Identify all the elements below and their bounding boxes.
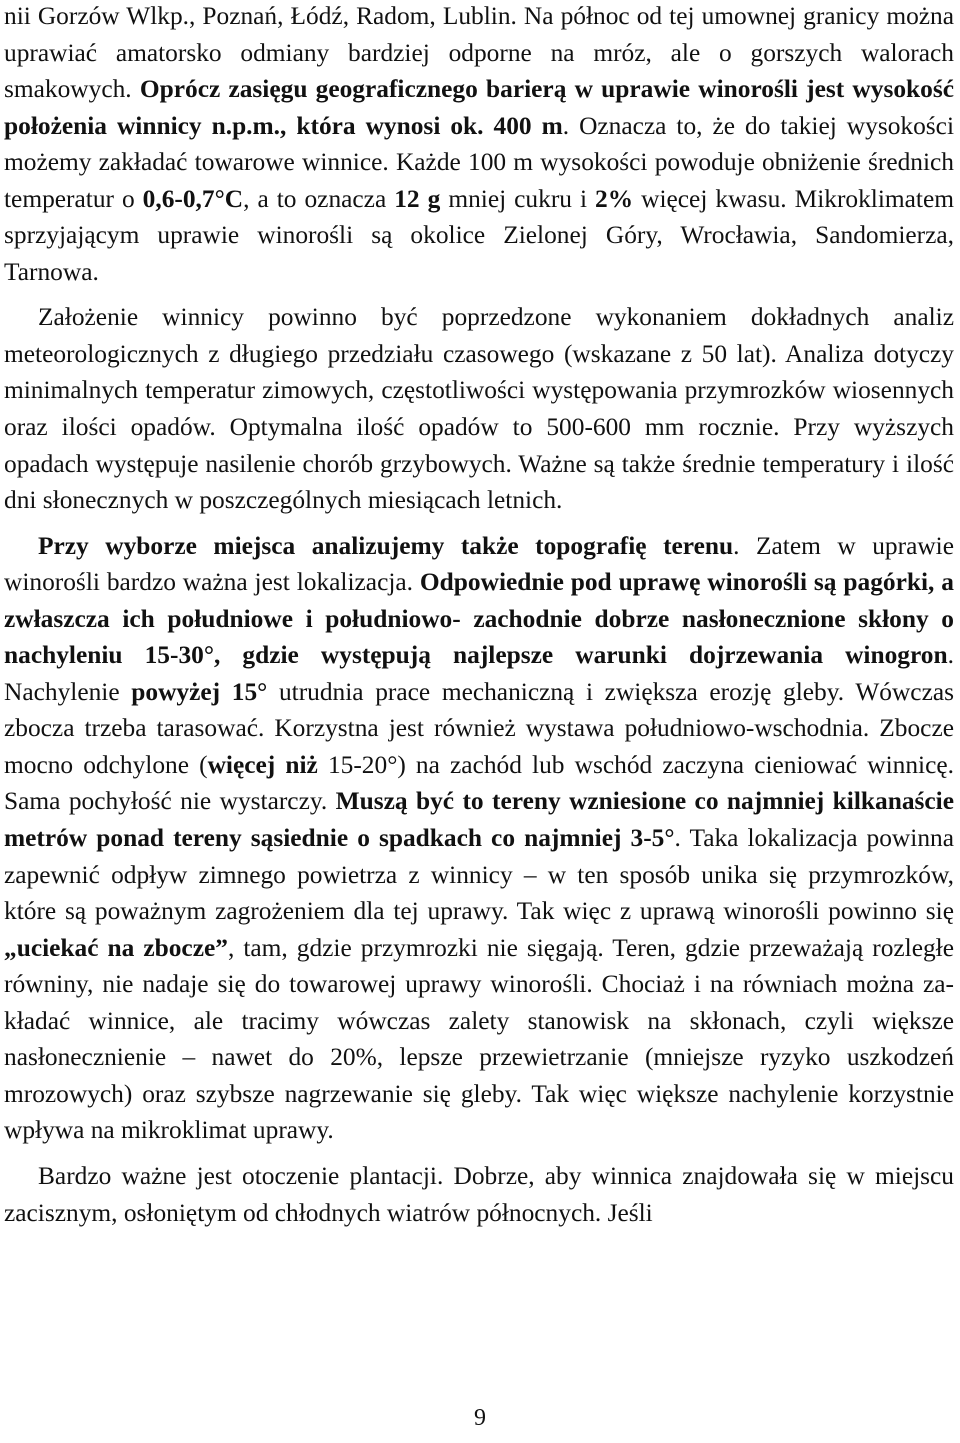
text-run: , tam, gdzie przymrozki nie sięgają. Teren, gdzie przeważają rozległe równiny, nie nadaje się do towarowej uprawy winorośli. Chociaż i na równiach można zakładać winnice, ale tracimy wówczas zalety stanowisk na skłonach, czyli większe nasłonecznienie – nawet do 20%, lepsze przewietrzanie (mniejsze ryzyko uszkodzeń mrozowych) oraz szybsze nagrzewanie się gleby. Tak więc większe nachylenie korzystnie wpływa na mikroklimat uprawy. — [4, 933, 954, 1145]
text-run: Oprócz zasięgu geograficznego barierą w uprawie winorośli jest wysokość położenia winnicy n.p.m., która wynosi ok. 400 m — [4, 75, 954, 140]
text-run: nii Gorzów Wlkp., Poznań, Łódź, Radom, Lublin. Na północ od tej umownej granicy można uprawiać amatorsko odmiany bardziej odporne na mróz, ale o gorszych walorach smakowych. — [4, 2, 954, 104]
text-run: „uciekać na zbocze” — [4, 933, 228, 962]
page-number: 9 — [474, 1405, 486, 1431]
text-run: . Taka lokalizacja powinna zapewnić odpływ zimnego powietrza z winnicy – w ten sposób unika się przymrozków, które są poważnym zagrożeniem dla tej uprawy. Tak więc z uprawą winorośli powinno się — [4, 824, 954, 926]
text-run: Założenie winnicy powinno być poprzedzone wykonaniem dokładnych analiz meteorologicznych z długiego przedziału czasowego (wskazane z 50 lat). Analiza dotyczy minimalnych temperatur zimowych, częstotliwości występowania przymrozków wiosennych oraz ilości opadów. Optymalna ilość opadów to 500-600 mm rocznie. Przy wyższych opadach występuje nasilenie chorób grzybowych. Ważne są także średnie temperatury i ilość dni słonecznych w poszczególnych miesiącach letnich. — [4, 303, 954, 515]
text-run: 15-20°) na zachód lub wschód zaczyna cieniować winnicę. Sama pochyłość nie wystarczy. — [4, 750, 954, 816]
text-run: Muszą być to tereny wzniesione co najmniej kilkanaście metrów ponad tereny sąsiednie o spadkach co najmniej 3-5° — [4, 787, 954, 853]
text-run: 0,6-0,7°C — [142, 184, 244, 213]
text-run: Przy wyborze miejsca analizujemy także topografię terenu — [38, 531, 734, 560]
text-run: . Zatem w uprawie winorośli bardzo ważna jest lokalizacja. — [4, 531, 955, 597]
paragraph-2 — [4, 299, 954, 518]
text-run: więcej niż — [207, 750, 318, 779]
text-run: , a to oznacza — [243, 184, 395, 213]
text-run: powyżej 15° — [131, 677, 268, 706]
paragraph-1 — [4, 0, 954, 290]
text-run: Odpowiednie pod uprawę winorośli są pagórki, a zwłaszcza ich południowe i południowo- zachodnie dobrze nasłonecznione skłony o nachyleniu 15-30°, gdzie występują najlepsze warunki dojrzewania winogron — [4, 568, 954, 670]
text-run: Bardzo ważne jest otoczenie plantacji. Dobrze, aby winnica znajdowała się w miejscu zacisznym, osłoniętym od chłodnych wiatrów północnych. Jeśli — [4, 1161, 954, 1227]
paragraph-3 — [4, 528, 954, 1149]
paragraph-4 — [4, 1158, 954, 1231]
document-page — [4, 0, 954, 1231]
text-run: 12 g — [394, 184, 441, 213]
text-run: . Nachylenie — [4, 641, 954, 706]
text-run: utrudnia prace mechaniczną i zwiększa erozję gleby. Wówczas zbocza trzeba tarasować. Korzystna jest również wystawa południowo-wschodnia. Zbocze mocno odchylone ( — [4, 677, 954, 779]
text-run: 2% — [595, 184, 634, 213]
text-run: . Oznacza to, że do takiej wysokości możemy zakładać towarowe winnice. Każde 100 m wysokości powoduje obniżenie średnich temperatur o — [4, 111, 954, 213]
text-run: mniej cukru i — [440, 184, 596, 213]
text-run: więcej kwasu. Mikroklimatem sprzyjającym uprawie winorośli są okolice Zielonej Góry, Wrocławia, Sandomierza, Tarnowa. — [4, 184, 954, 286]
